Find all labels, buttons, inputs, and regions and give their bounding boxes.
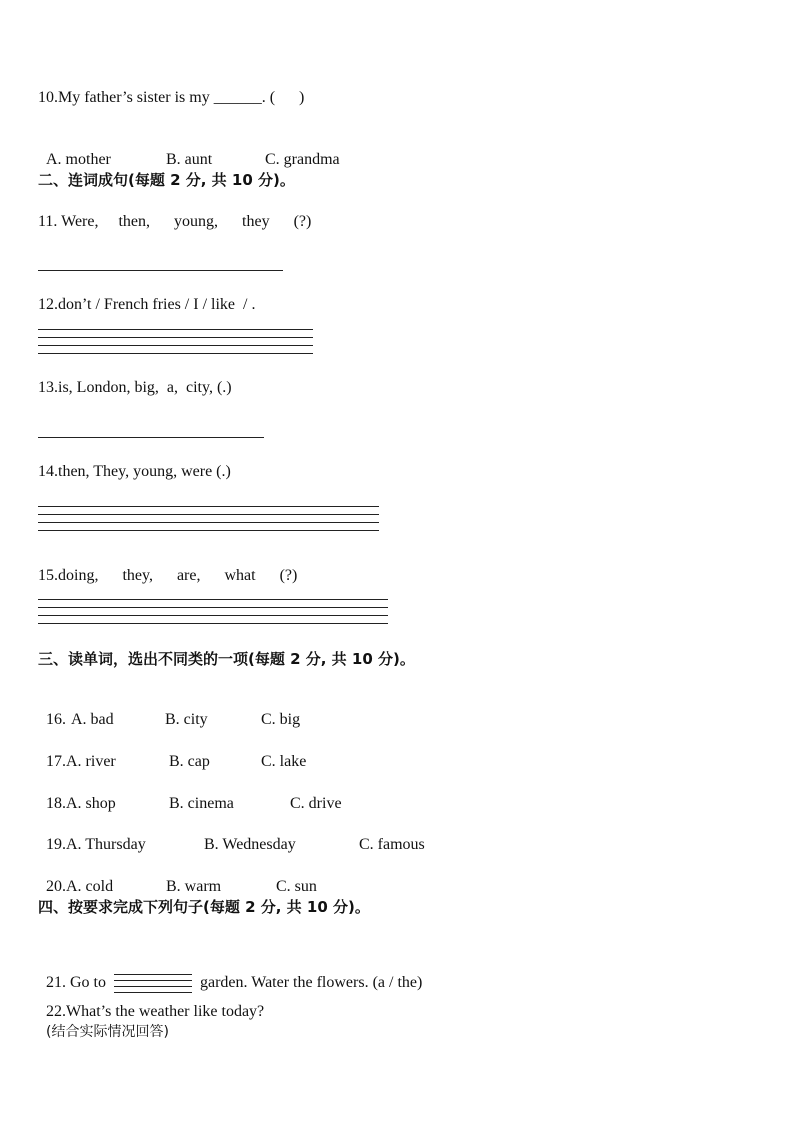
option-b: B. aunt — [166, 151, 213, 168]
option-b: B. city — [165, 711, 208, 728]
option-c: C. grandma — [265, 151, 340, 168]
answer-line-13 — [38, 437, 264, 438]
option-a: A. shop — [66, 795, 116, 812]
option-a: A. river — [66, 753, 116, 770]
question-10-options — [38, 130, 340, 170]
question-13: 13.is, London, big, a, city, (.) — [38, 379, 232, 396]
question-22: 22.What’s the weather like today? (结合实际情况回答) — [46, 1003, 265, 1040]
option-c: C. big — [261, 711, 301, 728]
question-11: 11. Were, then, young, they (?) — [38, 213, 312, 230]
option-a: A. bad — [71, 711, 114, 728]
question-18: 18.A. shop B. cinema C. drive — [46, 795, 342, 812]
question-20: 20.A. cold B. warm C. sun — [46, 878, 317, 895]
section-heading-2: 二、连词成句(每题 2 分, 共 10 分)。 — [38, 171, 295, 189]
option-b: B. cap — [169, 753, 210, 770]
section-heading-3: 三、读单词，选出不同类的一项(每题 2 分, 共 10 分)。 — [38, 650, 415, 668]
question-14: 14.then, They, young, were (.) — [38, 463, 231, 480]
answer-lines-12 — [38, 329, 313, 361]
option-b: B. cinema — [169, 795, 234, 812]
option-a: A. Thursday — [66, 836, 146, 853]
option-b: B. warm — [166, 878, 222, 895]
option-a: A. cold — [66, 878, 114, 895]
question-15: 15.doing, they, are, what (?) — [38, 567, 298, 584]
question-19: 19.A. Thursday B. Wednesday C. famous — [46, 836, 425, 853]
option-a: A. mother — [46, 151, 111, 168]
option-c: C. drive — [290, 795, 342, 812]
answer-line-11 — [38, 270, 283, 271]
section-heading-4: 四、按要求完成下列句子(每题 2 分, 共 10 分)。 — [38, 898, 370, 916]
answer-lines-14 — [38, 506, 379, 538]
question-10: 10.My father’s sister is my ______. ( ) — [38, 89, 305, 106]
option-c: C. lake — [261, 753, 307, 770]
option-b: B. Wednesday — [204, 836, 296, 853]
question-21: 21. Go to garden. Water the flowers. (a / the) — [46, 974, 423, 991]
answer-hint: (结合实际情况回答) — [46, 1024, 169, 1040]
question-12: 12.don’t / French fries / I / like / . — [38, 296, 256, 313]
question-16: 16. A. bad B. city C. big — [46, 711, 301, 728]
option-c: C. sun — [276, 878, 317, 895]
question-17: 17.A. river B. cap C. lake — [46, 753, 307, 770]
option-c: C. famous — [359, 836, 425, 853]
answer-lines-15 — [38, 599, 388, 631]
